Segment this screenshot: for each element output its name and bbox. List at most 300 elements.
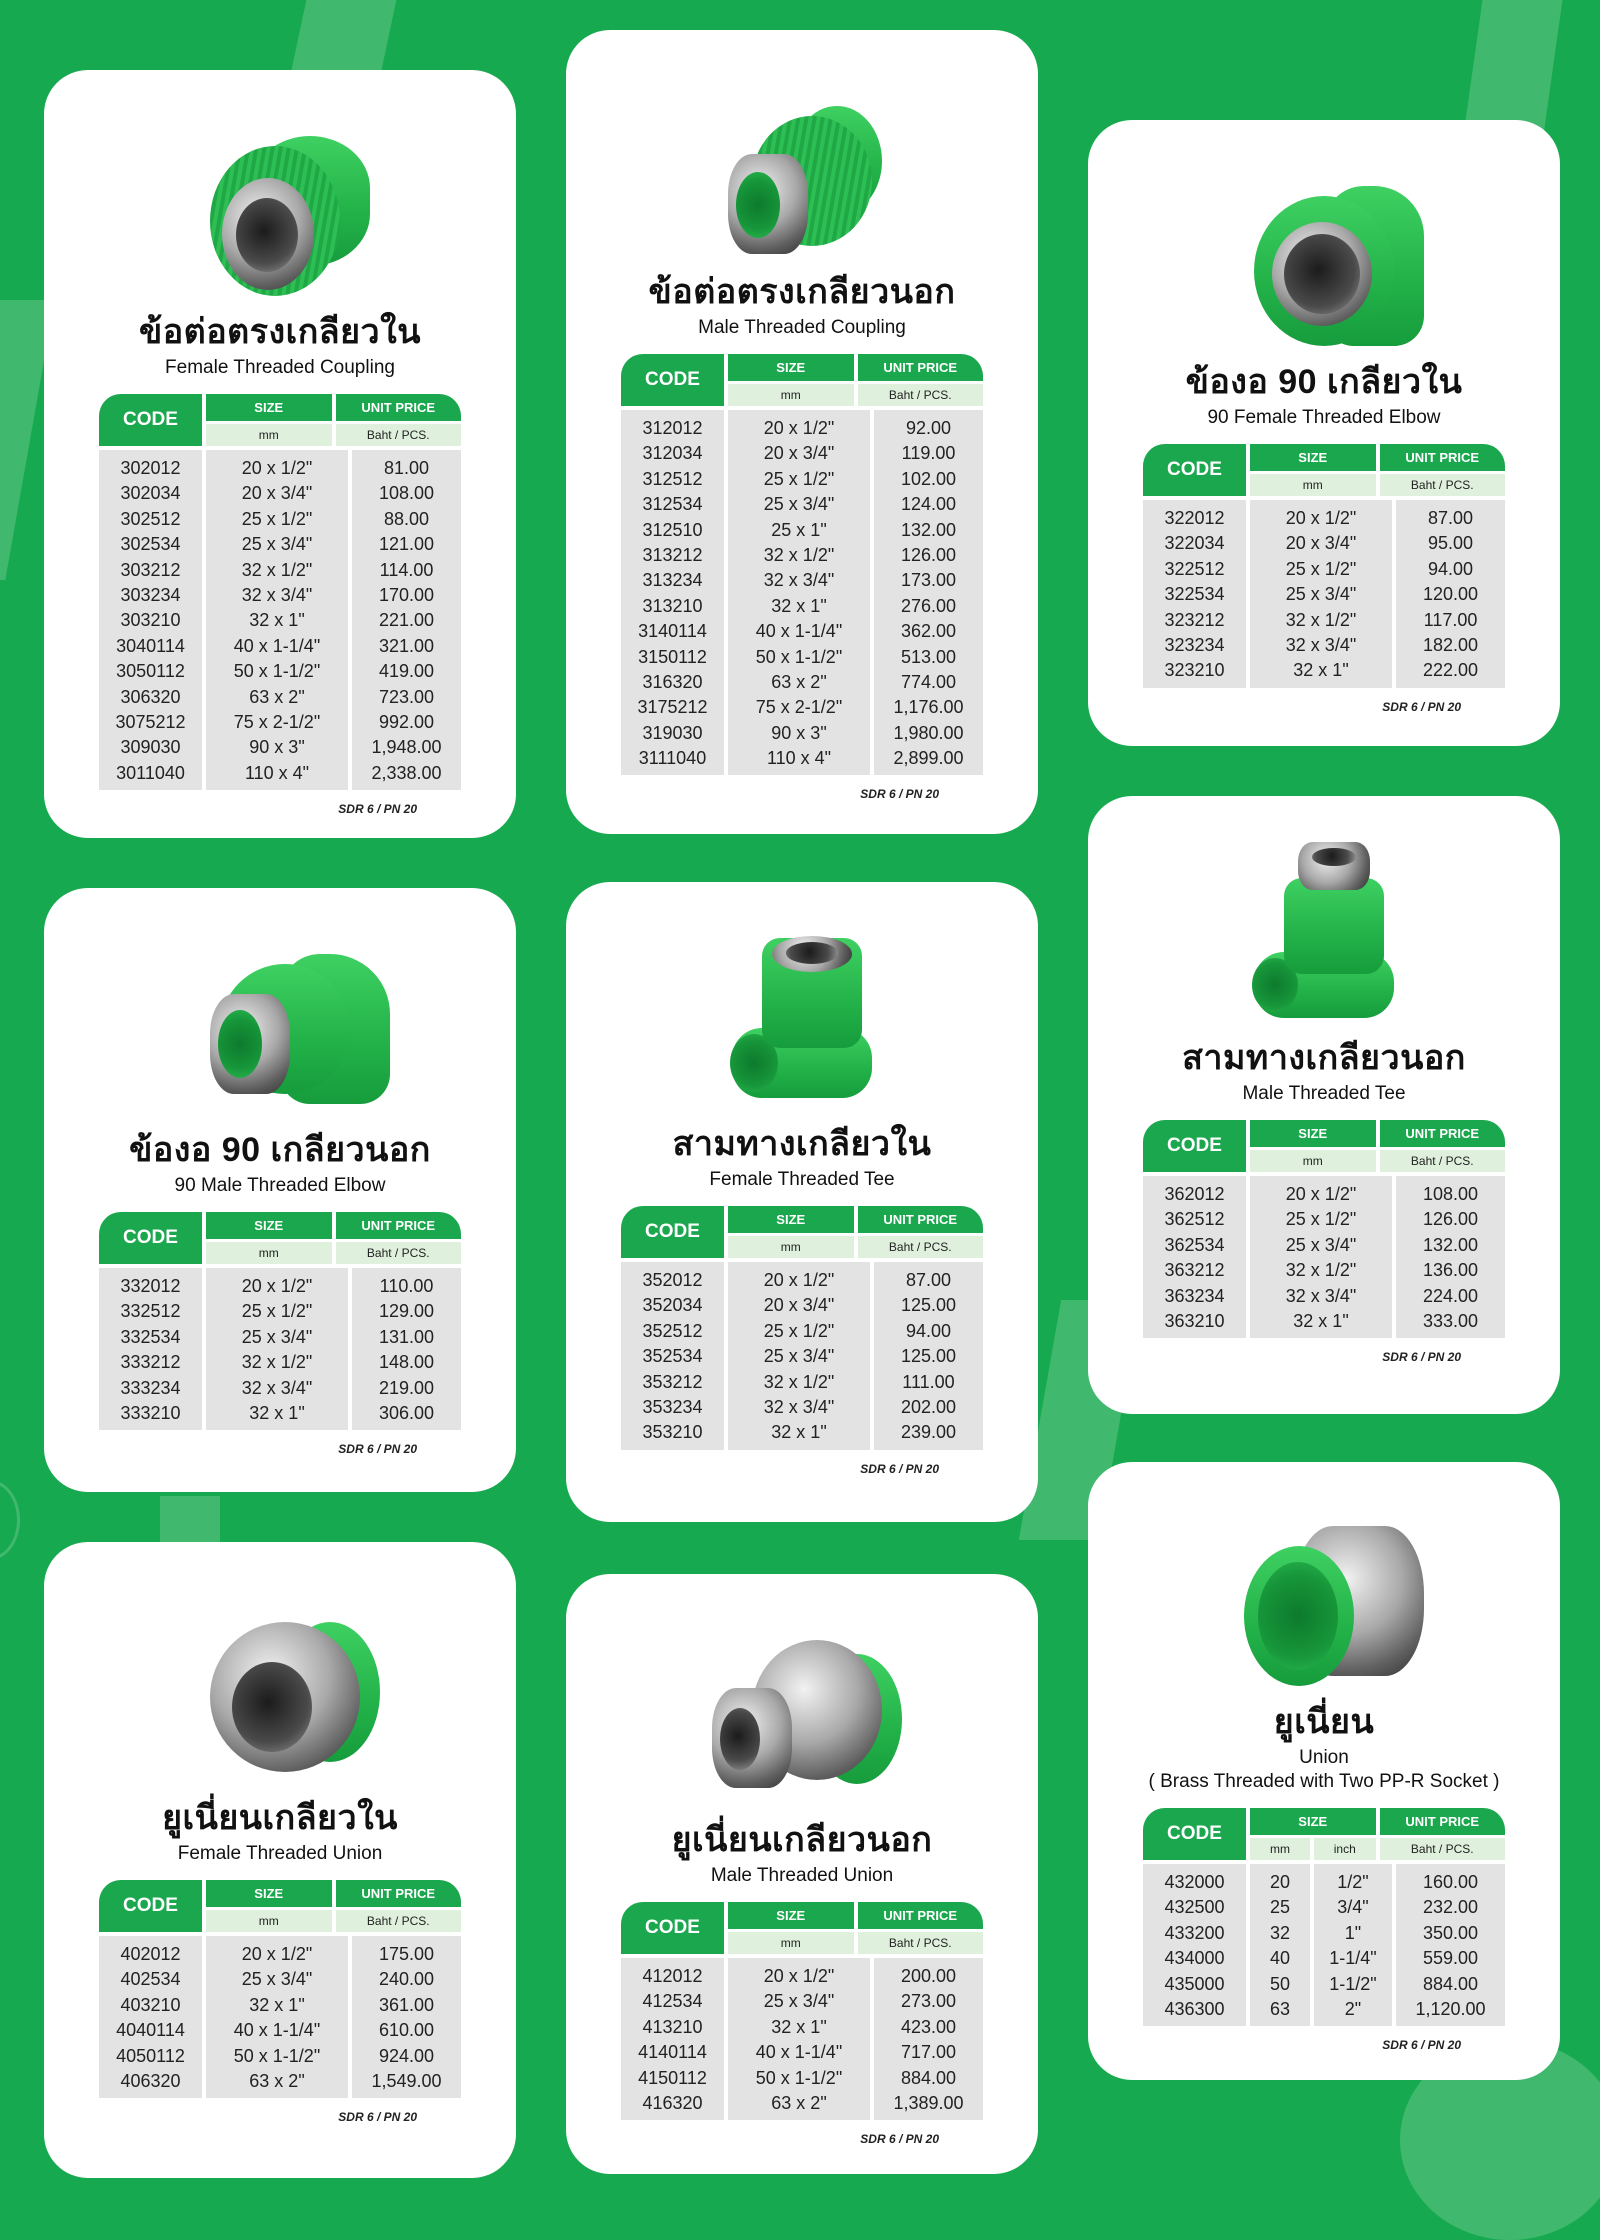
header-size-group: [1250, 1808, 1376, 1860]
cell-size: 75 x 2-1/2": [233, 711, 321, 732]
column-code: [99, 1268, 202, 1430]
column-price: [352, 1268, 461, 1430]
cell-code: 323212: [1164, 609, 1225, 630]
table-body: [621, 410, 983, 775]
cell-size: 25 x 3/4": [1285, 1234, 1357, 1255]
cell-price: 111.00: [902, 1371, 955, 1392]
sdr-footnote: SDR 6 / PN 20: [1382, 2038, 1461, 2053]
cell-price: 202.00: [900, 1396, 957, 1417]
table-body: [1143, 1176, 1505, 1338]
cell-price: 129.00: [378, 1301, 435, 1322]
female-threaded-elbow-icon: [1214, 166, 1434, 346]
column-size: [728, 1262, 870, 1450]
column-price: [874, 1262, 983, 1450]
cell-size: 63 x 2": [771, 2092, 827, 2113]
cell-price: 232.00: [1422, 1897, 1479, 1918]
cell-code: 4150112: [638, 2067, 707, 2088]
product-card-female-threaded-union: [44, 1542, 516, 2178]
cell-code: 412012: [642, 1966, 703, 1986]
sdr-footnote: SDR 6 / PN 20: [860, 787, 939, 802]
cell-code: 332512: [120, 1301, 181, 1322]
cell-price: 362.00: [900, 621, 957, 642]
header-mm: mm: [206, 1242, 332, 1264]
cell-price: 419.00: [378, 661, 435, 682]
cell-code: 306320: [120, 686, 181, 707]
sdr-footnote: SDR 6 / PN 20: [338, 2110, 417, 2125]
cell-size: 25 x 3/4": [241, 534, 313, 555]
cell-inch: 2": [1344, 1998, 1362, 2019]
cell-code: 433200: [1164, 1922, 1225, 1943]
cell-size: 50 x 1-1/2": [233, 2045, 321, 2066]
sdr-footnote: SDR 6 / PN 20: [338, 802, 417, 817]
cell-code: 322512: [1164, 558, 1225, 579]
cell-code: 432000: [1164, 1872, 1225, 1892]
union-icon: [1214, 1526, 1434, 1686]
cell-code: 313212: [642, 544, 703, 565]
female-threaded-union-icon: [170, 1602, 390, 1782]
cell-price: 276.00: [900, 595, 957, 616]
table-body: [99, 1936, 461, 2098]
cell-price: 273.00: [900, 1991, 957, 2012]
column-size: [1250, 1176, 1392, 1338]
product-card-male-threaded-tee: [1088, 796, 1560, 1414]
column-code: [1143, 1176, 1246, 1338]
cell-mm: 32: [1269, 1922, 1291, 1943]
table-body: [621, 1958, 983, 2120]
product-title-th: สามทางเกลียวใน: [672, 1125, 932, 1163]
product-title-en: Male Threaded Tee: [1242, 1083, 1406, 1104]
background-stroke: [160, 1496, 220, 1542]
cell-size: 20 x 1/2": [241, 458, 313, 478]
sdr-footnote: SDR 6 / PN 20: [1382, 699, 1461, 714]
product-title-th: ข้อต่อตรงเกลียวนอก: [648, 273, 956, 311]
product-title-en: 90 Female Threaded Elbow: [1207, 407, 1441, 428]
header-size: SIZE: [1250, 444, 1376, 471]
cell-code: 3175212: [637, 697, 708, 718]
header-unit-price: UNIT PRICE: [1380, 1120, 1506, 1147]
header-size-group: [1250, 444, 1376, 496]
cell-code: 316320: [642, 671, 703, 692]
cell-price: 1,549.00: [371, 2070, 442, 2091]
table-body: [621, 1262, 983, 1450]
cell-code: 333210: [120, 1402, 181, 1423]
header-code: CODE: [1143, 444, 1246, 496]
table-header: [1143, 1120, 1505, 1172]
cell-price: 132.00: [900, 519, 957, 540]
product-card-90-male-threaded-elbow: [44, 888, 516, 1492]
header-size: SIZE: [206, 394, 332, 421]
cell-mm: 63: [1269, 1998, 1291, 2019]
header-size-group: [728, 1206, 854, 1258]
cell-price: 117.00: [1423, 609, 1478, 630]
price-table: [621, 1902, 983, 2120]
cell-code: 403210: [120, 1994, 181, 2015]
cell-price: 774.00: [900, 671, 957, 692]
header-code: CODE: [1143, 1120, 1246, 1172]
cell-size: 63 x 2": [771, 671, 827, 692]
table-header: [621, 1902, 983, 1954]
table-header: [99, 1880, 461, 1932]
cell-code: 363234: [1164, 1285, 1225, 1306]
cell-code: 362512: [1164, 1209, 1225, 1230]
cell-price: 1,120.00: [1415, 1998, 1486, 2019]
cell-code: 352034: [642, 1295, 703, 1316]
header-unit-price: UNIT PRICE: [336, 394, 462, 421]
cell-size: 25 x 1": [771, 519, 827, 540]
header-mm: mm: [728, 384, 854, 406]
header-unit-price: UNIT PRICE: [1380, 1808, 1506, 1835]
header-unit-price: UNIT PRICE: [858, 1902, 984, 1929]
cell-code: 3040114: [116, 635, 185, 656]
header-mm: mm: [206, 1910, 332, 1932]
column-price: [1396, 1864, 1505, 2026]
column-price: [874, 410, 983, 775]
table-header: [99, 1212, 461, 1264]
cell-code: 413210: [642, 2016, 703, 2037]
product-title-en: Union: [1299, 1747, 1349, 1768]
cell-price: 1,176.00: [893, 697, 964, 718]
male-threaded-tee-icon: [1214, 842, 1434, 1022]
cell-size: 25 x 3/4": [763, 1991, 835, 2012]
header-size-group: [206, 1880, 332, 1932]
cell-size: 20 x 3/4": [241, 483, 313, 504]
column-price: [874, 1958, 983, 2120]
cell-size: 20 x 1/2": [763, 1270, 835, 1290]
cell-price: 114.00: [379, 559, 434, 580]
cell-code: 434000: [1164, 1948, 1225, 1969]
header-price-group: [1380, 444, 1506, 496]
cell-size: 50 x 1-1/2": [755, 646, 843, 667]
cell-size: 32 x 1/2": [241, 559, 313, 580]
column-price: [1396, 500, 1505, 688]
product-title-th: ข้องอ 90 เกลียวใน: [1185, 363, 1463, 401]
column-size: [206, 1936, 348, 2098]
cell-price: 333.00: [1422, 1310, 1479, 1331]
price-table: [99, 1212, 461, 1430]
cell-price: 224.00: [1422, 1285, 1479, 1306]
cell-price: 321.00: [378, 635, 435, 656]
cell-size: 25 x 3/4": [763, 1346, 835, 1367]
cell-size: 40 x 1-1/4": [755, 2042, 843, 2063]
header-unit-price: UNIT PRICE: [858, 1206, 984, 1233]
cell-mm: 50: [1269, 1973, 1291, 1994]
cell-code: 333234: [120, 1377, 181, 1398]
header-mm: mm: [1250, 1150, 1376, 1172]
column-code: [1143, 1864, 1246, 2026]
cell-size: 32 x 1": [771, 595, 827, 616]
cell-price: 361.00: [378, 1994, 435, 2015]
cell-price: 924.00: [378, 2045, 435, 2066]
cell-price: 350.00: [1422, 1922, 1479, 1943]
header-size: SIZE: [728, 1902, 854, 1929]
cell-size: 20 x 3/4": [763, 1295, 835, 1316]
cell-size: 25 x 1/2": [241, 508, 313, 529]
cell-code: 363210: [1164, 1310, 1225, 1331]
column-price: [352, 450, 461, 790]
table-header: [1143, 444, 1505, 496]
cell-price: 87.00: [1427, 508, 1474, 528]
column-size: [728, 1958, 870, 2120]
cell-code: 432500: [1164, 1897, 1225, 1918]
cell-size: 32 x 1": [771, 1422, 827, 1443]
cell-price: 182.00: [1422, 634, 1479, 655]
cell-code: 436300: [1164, 1998, 1225, 2019]
cell-size: 32 x 1": [1293, 660, 1349, 681]
cell-code: 319030: [642, 722, 703, 743]
product-subtitle-en: ( Brass Threaded with Two PP-R Socket ): [1148, 1771, 1500, 1792]
cell-price: 120.00: [1422, 584, 1479, 605]
header-price-group: [336, 1212, 462, 1264]
cell-size: 90 x 3": [771, 722, 827, 743]
header-code: CODE: [621, 1206, 724, 1258]
cell-code: 353234: [642, 1396, 703, 1417]
cell-price: 200.00: [900, 1966, 957, 1986]
header-mm: mm: [728, 1932, 854, 1954]
cell-price: 94.00: [905, 1320, 952, 1341]
product-title-th: ยูเนี่ยนเกลียวใน: [162, 1799, 398, 1837]
cell-code: 4040114: [116, 2020, 185, 2041]
cell-code: 322534: [1164, 584, 1225, 605]
cell-code: 352534: [642, 1346, 703, 1367]
cell-size: 32 x 3/4": [763, 570, 835, 591]
cell-price: 108.00: [378, 483, 435, 504]
male-threaded-coupling-icon: [692, 76, 912, 256]
product-title-th: ข้อต่อตรงเกลียวใน: [138, 313, 421, 351]
header-unit-price: UNIT PRICE: [858, 354, 984, 381]
cell-size: 25 x 3/4": [241, 1326, 313, 1347]
cell-price: 119.00: [901, 443, 956, 464]
cell-price: 559.00: [1422, 1948, 1479, 1969]
cell-price: 126.00: [900, 544, 957, 565]
price-table: [621, 354, 983, 775]
cell-size: 32 x 1": [771, 2016, 827, 2037]
cell-code: 353212: [642, 1371, 703, 1392]
header-code: CODE: [621, 354, 724, 406]
sdr-footnote: SDR 6 / PN 20: [338, 1442, 417, 1457]
cell-size: 25 x 1/2": [763, 1320, 835, 1341]
cell-code: 3050112: [116, 661, 185, 682]
cell-price: 81.00: [383, 458, 430, 478]
cell-size: 20 x 1/2": [241, 1944, 313, 1964]
header-unit-price: UNIT PRICE: [336, 1212, 462, 1239]
header-size: SIZE: [728, 1206, 854, 1233]
price-table: [1143, 1808, 1505, 2026]
product-card-90-female-threaded-elbow: [1088, 120, 1560, 746]
cell-price: 884.00: [1422, 1973, 1479, 1994]
cell-price: 219.00: [378, 1377, 435, 1398]
cell-size: 50 x 1-1/2": [755, 2067, 843, 2088]
column-mm: [1250, 1864, 1310, 2026]
cell-price: 2,338.00: [371, 762, 442, 783]
cell-size: 20 x 1/2": [241, 1276, 313, 1296]
cell-mm: 20: [1269, 1872, 1291, 1892]
header-code: CODE: [99, 1212, 202, 1264]
cell-code: 362012: [1164, 1184, 1225, 1204]
price-table: [1143, 444, 1505, 688]
cell-code: 402534: [120, 1969, 181, 1990]
cell-code: 353210: [642, 1422, 703, 1443]
cell-size: 25 x 3/4": [1285, 584, 1357, 605]
cell-code: 4050112: [116, 2045, 185, 2066]
cell-inch: 1": [1344, 1922, 1362, 1943]
table-body: [99, 450, 461, 790]
cell-inch: 3/4": [1337, 1897, 1369, 1918]
cell-code: 302012: [120, 458, 181, 478]
header-baht-pcs: Baht / PCS.: [336, 1910, 462, 1932]
header-mm: mm: [728, 1236, 854, 1258]
cell-price: 125.00: [900, 1346, 957, 1367]
cell-code: 302034: [120, 483, 181, 504]
column-code: [99, 1936, 202, 2098]
cell-code: 312510: [642, 519, 703, 540]
cell-code: 302512: [120, 508, 181, 529]
product-card-male-threaded-union: [566, 1574, 1038, 2174]
cell-size: 40 x 1-1/4": [233, 2020, 321, 2041]
cell-size: 110 x 4": [244, 762, 310, 783]
cell-size: 32 x 1/2": [763, 1371, 835, 1392]
cell-code: 333212: [120, 1352, 181, 1373]
header-size-group: [728, 1902, 854, 1954]
header-price-group: [336, 1880, 462, 1932]
cell-size: 20 x 1/2": [763, 1966, 835, 1986]
cell-price: 148.00: [378, 1352, 435, 1373]
header-size: SIZE: [1250, 1120, 1376, 1147]
header-mm: mm: [1250, 1838, 1310, 1860]
cell-size: 32 x 1/2": [1285, 1260, 1357, 1281]
cell-price: 513.00: [900, 646, 957, 667]
header-unit-price: UNIT PRICE: [336, 1880, 462, 1907]
header-size: SIZE: [206, 1880, 332, 1907]
cell-code: 402012: [120, 1944, 181, 1964]
cell-size: 50 x 1-1/2": [233, 661, 321, 682]
cell-size: 20 x 1/2": [1285, 1184, 1357, 1204]
sdr-footnote: SDR 6 / PN 20: [1382, 1350, 1461, 1365]
table-header: [99, 394, 461, 446]
column-price: [352, 1936, 461, 2098]
cell-price: 723.00: [378, 686, 435, 707]
price-table: [1143, 1120, 1505, 1338]
cell-code: 312512: [642, 468, 703, 489]
header-price-group: [858, 354, 984, 406]
price-table: [99, 1880, 461, 2098]
cell-price: 95.00: [1427, 533, 1474, 554]
product-title-en: 90 Male Threaded Elbow: [174, 1175, 386, 1196]
product-title-th: ยูเนี่ยน: [1273, 1703, 1375, 1741]
cell-code: 309030: [120, 737, 181, 758]
price-table: [99, 394, 461, 790]
cell-price: 136.00: [1422, 1260, 1479, 1281]
male-threaded-elbow-icon: [170, 934, 390, 1114]
cell-code: 412534: [642, 1991, 703, 2012]
cell-size: 32 x 3/4": [241, 1377, 313, 1398]
cell-size: 40 x 1-1/4": [233, 635, 321, 656]
header-code: CODE: [621, 1902, 724, 1954]
background-ring: [0, 1480, 20, 1560]
cell-code: 313210: [642, 595, 703, 616]
product-title-en: Female Threaded Tee: [709, 1169, 895, 1190]
cell-code: 352512: [642, 1320, 703, 1341]
cell-size: 20 x 3/4": [1285, 533, 1357, 554]
cell-size: 32 x 3/4": [241, 584, 313, 605]
column-price: [1396, 1176, 1505, 1338]
cell-size: 25 x 3/4": [763, 494, 835, 515]
cell-price: 88.00: [383, 508, 430, 529]
cell-size: 32 x 1": [249, 1994, 305, 2015]
cell-price: 170.00: [378, 584, 435, 605]
header-size-group: [728, 354, 854, 406]
cell-price: 1,980.00: [893, 722, 964, 743]
cell-size: 32 x 3/4": [1285, 634, 1357, 655]
cell-code: 352012: [642, 1270, 703, 1290]
cell-code: 313234: [642, 570, 703, 591]
cell-size: 63 x 2": [249, 2070, 305, 2091]
header-price-group: [336, 394, 462, 446]
cell-price: 94.00: [1427, 558, 1474, 579]
header-size: SIZE: [1250, 1808, 1376, 1835]
cell-code: 362534: [1164, 1234, 1225, 1255]
cell-code: 3011040: [116, 762, 185, 783]
header-baht-pcs: Baht / PCS.: [858, 1236, 984, 1258]
header-baht-pcs: Baht / PCS.: [336, 424, 462, 446]
cell-price: 173.00: [900, 570, 957, 591]
cell-price: 423.00: [900, 2016, 957, 2037]
header-mm: mm: [206, 424, 332, 446]
cell-mm: 25: [1269, 1897, 1291, 1918]
product-title-en: Female Threaded Union: [177, 1843, 383, 1864]
cell-code: 4140114: [638, 2042, 707, 2063]
cell-code: 416320: [642, 2092, 703, 2113]
cell-size: 32 x 1/2": [1285, 609, 1357, 630]
column-size: [206, 1268, 348, 1430]
header-baht-pcs: Baht / PCS.: [1380, 474, 1506, 496]
header-size: SIZE: [206, 1212, 332, 1239]
table-body: [1143, 1864, 1505, 2026]
header-price-group: [858, 1206, 984, 1258]
header-code: CODE: [99, 394, 202, 446]
header-size-group: [1250, 1120, 1376, 1172]
cell-code: 3140114: [638, 621, 707, 642]
cell-price: 87.00: [905, 1270, 952, 1290]
cell-price: 2,899.00: [893, 748, 964, 769]
product-title-en: Male Threaded Union: [710, 1865, 894, 1886]
cell-code: 322034: [1164, 533, 1225, 554]
header-unit-price: UNIT PRICE: [1380, 444, 1506, 471]
cell-size: 25 x 3/4": [241, 1969, 313, 1990]
table-body: [99, 1268, 461, 1430]
cell-code: 3150112: [638, 646, 707, 667]
price-table: [621, 1206, 983, 1450]
cell-price: 132.00: [1422, 1234, 1479, 1255]
cell-size: 20 x 3/4": [763, 443, 835, 464]
column-inch: [1314, 1864, 1392, 2026]
cell-size: 75 x 2-1/2": [755, 697, 843, 718]
product-title-en: Female Threaded Coupling: [165, 357, 395, 378]
cell-code: 406320: [120, 2070, 181, 2091]
cell-price: 108.00: [1422, 1184, 1479, 1204]
column-code: [621, 410, 724, 775]
cell-price: 131.00: [378, 1326, 435, 1347]
product-title-th: ยูเนี่ยนเกลียวนอก: [671, 1821, 933, 1859]
cell-price: 239.00: [900, 1422, 957, 1443]
table-header: [621, 1206, 983, 1258]
cell-price: 1,948.00: [371, 737, 442, 758]
cell-code: 312012: [642, 418, 703, 438]
cell-price: 125.00: [900, 1295, 957, 1316]
cell-price: 102.00: [900, 468, 957, 489]
cell-code: 303212: [120, 559, 181, 580]
table-body: [1143, 500, 1505, 688]
cell-price: 92.00: [905, 418, 952, 438]
